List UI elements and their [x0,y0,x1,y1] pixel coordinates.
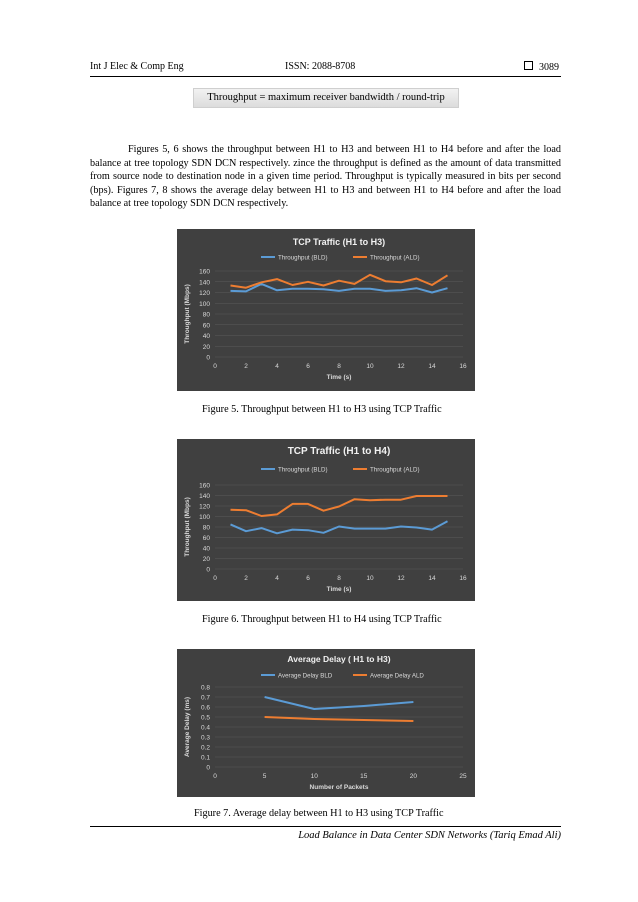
page-header [90,60,561,77]
y-tick-label: 0 [206,354,210,362]
y-tick-label: 20 [202,556,210,563]
y-tick-label: 20 [202,343,210,351]
figure-6-caption: Figure 6. Throughput between H1 to H4 using TCP Traffic [202,614,442,625]
y-axis-label: Average Delay (ms) [184,696,191,758]
y-tick-label: 60 [202,322,210,330]
x-tick-label: 8 [337,363,341,370]
y-tick-label: 0.1 [200,754,210,762]
y-tick-label: 100 [199,514,210,521]
y-tick-label: 0.5 [200,714,210,722]
x-tick-label: 15 [360,773,368,780]
y-tick-label: 100 [199,300,210,308]
x-tick-label: 8 [337,575,341,582]
page-number: 3089 [539,62,559,73]
y-tick-label: 0.4 [200,724,210,732]
legend-label: Throughput (ALD) [370,466,420,474]
y-tick-label: 40 [202,333,210,340]
page-footer: Load Balance in Data Center SDN Networks (Tariq Emad Ali) [298,830,561,841]
y-tick-label: 0.7 [200,694,210,702]
y-tick-label: 80 [202,524,210,532]
y-tick-label: 80 [202,311,210,319]
y-tick-label: 0.6 [200,704,210,712]
legend-label: Throughput (BLD) [278,254,328,262]
legend-label: Throughput (BLD) [278,466,328,474]
chart-background [177,649,475,797]
y-tick-label: 140 [199,493,210,500]
y-tick-label: 120 [199,290,210,297]
x-tick-label: 4 [275,363,279,370]
throughput-formula: Throughput = maximum receiver bandwidth / round-trip [193,88,459,108]
legend-label: Average Delay ALD [370,672,424,680]
footer-divider [90,826,561,827]
y-tick-label: 0.2 [200,744,210,752]
paragraph-text: Figures 5, 6 shows the throughput between H1 to H3 and between H1 to H4 before and after the load balance at tree topology SDN DCN respectively. zince the throughput is defined as the amount of data transmitted from source node to destination node in a given time period. Throughput is typically measured in bits per second (bps). Figures 7, 8 shows the average delay between H1 to H3 and between H1 to H4 before and after the load balance at tree topology SDN DCN respectively. [90,144,561,210]
x-tick-label: 12 [397,363,405,370]
chart-title: TCP Traffic (H1 to H4) [287,446,391,457]
x-tick-label: 25 [459,773,467,780]
y-tick-label: 160 [199,268,210,276]
y-tick-label: 140 [199,279,210,287]
figure-6-chart [177,439,475,601]
legend-label: Average Delay BLD [278,672,333,680]
body-paragraph [90,143,561,211]
x-axis-label: Time (s) [326,374,352,381]
x-tick-label: 2 [244,575,248,582]
x-tick-label: 12 [397,575,405,582]
figure-7-svg [177,649,475,797]
y-tick-label: 120 [199,503,210,511]
issn: ISSN: 2088-8708 [285,61,356,72]
x-tick-label: 0 [213,363,217,370]
chart-title: Average Delay ( H1 to H3) [287,654,391,664]
x-tick-label: 0 [213,773,217,780]
journal-name: Int J Elec & Comp Eng [90,61,184,72]
figure-6-svg [177,439,475,601]
figure-5-chart [177,229,475,391]
figure-7-caption: Figure 7. Average delay between H1 to H3 using TCP Traffic [194,808,444,819]
x-tick-label: 14 [428,363,436,370]
x-tick-label: 6 [306,575,310,582]
x-tick-label: 10 [366,363,374,370]
x-axis-label: Time (s) [326,586,352,593]
y-tick-label: 0 [206,566,210,574]
x-tick-label: 0 [213,575,217,582]
checkbox-icon [524,61,533,70]
y-axis-label: Throughput (Mbps) [184,497,191,557]
x-tick-label: 5 [262,773,267,780]
figure-5-caption: Figure 5. Throughput between H1 to H3 using TCP Traffic [202,404,442,415]
x-axis-label: Number of Packets [309,784,369,791]
y-axis-label: Throughput (Mbps) [184,284,191,344]
x-tick-label: 6 [306,363,310,370]
y-tick-label: 0 [206,764,210,772]
x-tick-label: 2 [244,363,248,370]
page-number-wrap [524,61,559,73]
x-tick-label: 4 [275,575,279,582]
chart-title: TCP Traffic (H1 to H3) [292,237,386,247]
y-tick-label: 0.8 [200,684,210,692]
x-tick-label: 10 [366,575,374,582]
x-tick-label: 16 [459,575,467,582]
y-tick-label: 40 [202,545,210,553]
figure-7-chart [177,649,475,797]
legend-label: Throughput (ALD) [370,254,420,262]
y-tick-label: 160 [199,482,210,490]
x-tick-label: 16 [459,363,467,370]
y-tick-label: 60 [202,535,210,542]
y-tick-label: 0.3 [200,734,210,742]
x-tick-label: 14 [428,575,436,582]
x-tick-label: 10 [310,773,318,780]
x-tick-label: 20 [409,773,418,780]
figure-5-svg [177,229,475,391]
